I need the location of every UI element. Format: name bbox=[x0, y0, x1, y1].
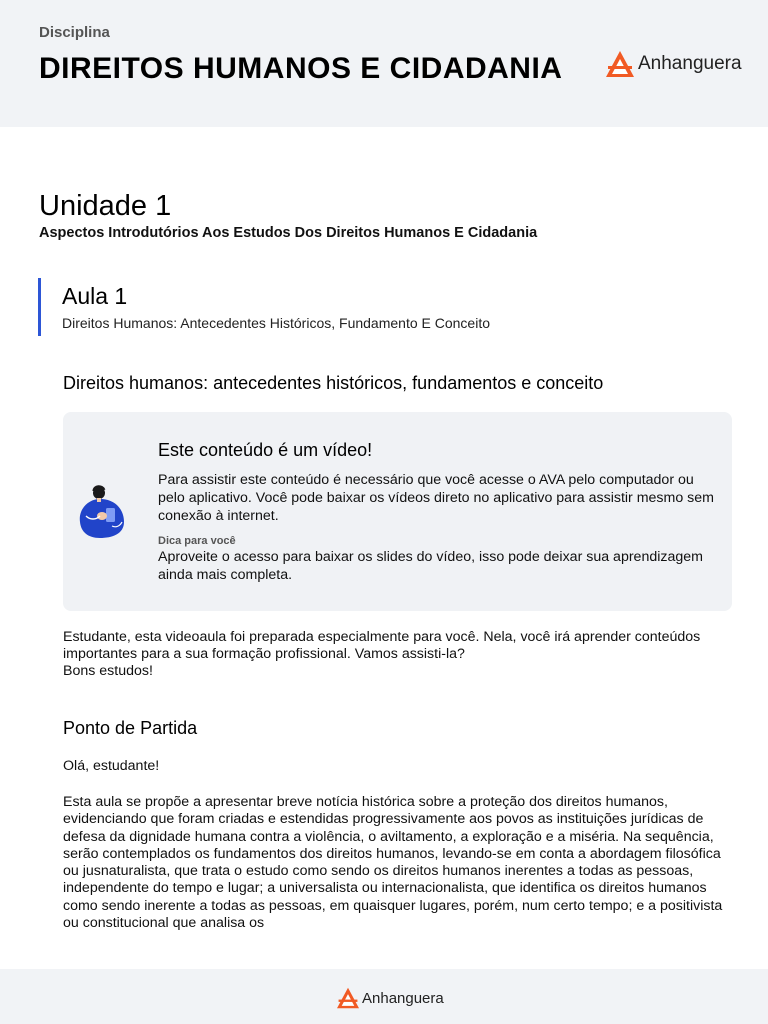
unit-title: Unidade 1 bbox=[39, 190, 172, 222]
unit-subtitle: Aspectos Introdutórios Aos Estudos Dos Direitos Humanos E Cidadania bbox=[39, 225, 538, 241]
video-notice-title: Este conteúdo é um vídeo! bbox=[158, 440, 373, 460]
anhanguera-logo-icon bbox=[336, 987, 360, 1009]
logo-text: Anhanguera bbox=[638, 53, 742, 74]
lesson-subtitle: Direitos Humanos: Antecedentes Históricos, Fundamento E Conceito bbox=[62, 315, 490, 331]
anhanguera-logo-icon bbox=[605, 50, 635, 78]
intro-line-2: Bons estudos! bbox=[63, 663, 153, 679]
anhanguera-logo bbox=[605, 50, 742, 78]
section-title-starting-point: Ponto de Partida bbox=[63, 718, 198, 738]
section-title-video: Direitos humanos: antecedentes históricos, fundamentos e conceito bbox=[63, 373, 604, 393]
course-title: DIREITOS HUMANOS E CIDADANIA bbox=[39, 52, 563, 85]
video-notice-text: Para assistir este conteúdo é necessário que você acesse o AVA pelo computador ou pelo aplicativo. Você pode baixar os vídeos direto no aplicativo para assistir mesmo sem conexão à internet. bbox=[158, 472, 714, 524]
tip-text: Aproveite o acesso para baixar os slides do vídeo, isso pode deixar sua aprendizagem ainda mais completa. bbox=[158, 549, 703, 583]
lesson-title: Aula 1 bbox=[62, 283, 128, 309]
page-header bbox=[0, 0, 768, 127]
discipline-label: Disciplina bbox=[39, 24, 110, 41]
person-with-phone-illustration-icon bbox=[72, 482, 134, 542]
footer-anhanguera-logo bbox=[336, 987, 444, 1009]
intro-line-1: Estudante, esta videoaula foi preparada especialmente para você. Nela, você irá aprender conteúdos importantes para a sua formação profissional. Vamos assisti-la? bbox=[63, 629, 701, 662]
tip-label: Dica para você bbox=[158, 535, 236, 547]
lesson-accent-bar bbox=[38, 278, 41, 336]
body-paragraph: Esta aula se propõe a apresentar breve notícia histórica sobre a proteção dos direitos humanos, evidenciando que foram criadas e estendidas progressivamente aos povos as instituições jurídicas de defesa da dignidade humana contra a violência, o aviltamento, a exploração e a miséria. Na sequência, serão contemplados os fundamentos dos direitos humanos, levando-se em conta a abordagem filosófica ou jusnaturalista, que trata o estudo como sendo os direitos humanos inerentes a todas as pessoas, independente do tempo e lugar; a universalista ou internacionalista, que identifica os direitos humanos como sendo inerente a todas as pessoas, em quaisquer lugares, porém, num certo tempo; e a positivista ou constitucional que analisa os bbox=[63, 794, 723, 932]
greeting-text: Olá, estudante! bbox=[63, 758, 160, 774]
intro-text bbox=[63, 629, 723, 680]
footer-logo-text: Anhanguera bbox=[362, 989, 444, 1007]
